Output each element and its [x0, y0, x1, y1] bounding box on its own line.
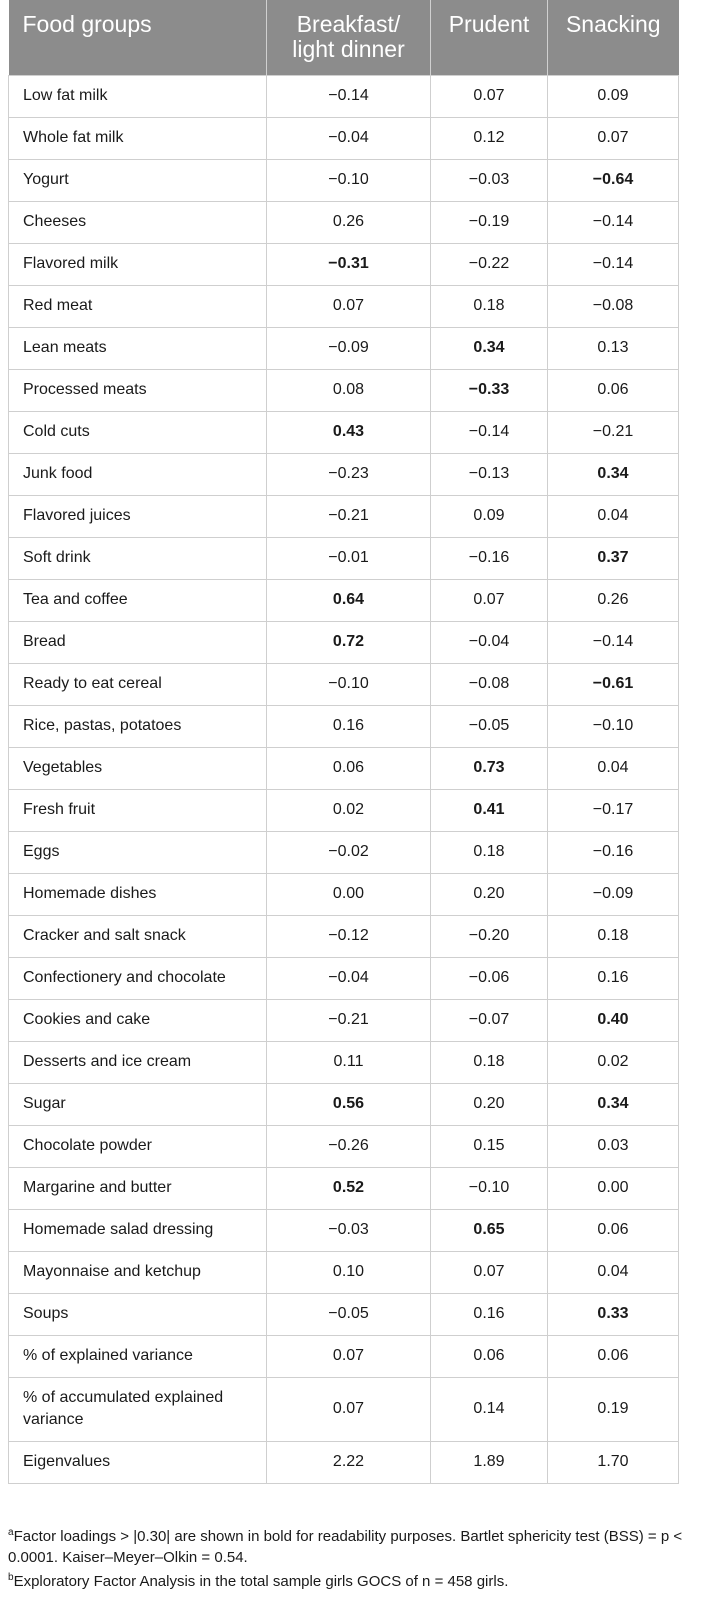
cell-value: −0.14 [431, 411, 548, 453]
cell-value: −0.12 [267, 915, 431, 957]
table-row [9, 537, 679, 579]
cell-value: −0.10 [548, 705, 679, 747]
table-row [9, 789, 679, 831]
table-footnotes [8, 1526, 688, 1595]
cell-value: 0.10 [267, 1251, 431, 1293]
cell-value: 0.16 [267, 705, 431, 747]
table-row [9, 747, 679, 789]
cell-value: −0.04 [267, 957, 431, 999]
row-label: Cheeses [9, 201, 267, 243]
row-label: Vegetables [9, 747, 267, 789]
cell-value: 0.14 [431, 1377, 548, 1441]
cell-value: 0.72 [267, 621, 431, 663]
cell-value: 0.20 [431, 1083, 548, 1125]
cell-value: −0.05 [431, 705, 548, 747]
table-header [9, 0, 679, 75]
cell-value: 0.07 [267, 285, 431, 327]
cell-value: −0.23 [267, 453, 431, 495]
row-label: Eggs [9, 831, 267, 873]
cell-value: −0.17 [548, 789, 679, 831]
cell-value: 0.16 [431, 1293, 548, 1335]
cell-value: 0.16 [548, 957, 679, 999]
row-label: Mayonnaise and ketchup [9, 1251, 267, 1293]
row-label: Red meat [9, 285, 267, 327]
header-row [9, 0, 679, 75]
cell-value: −0.07 [431, 999, 548, 1041]
table-row [9, 495, 679, 537]
cell-value: −0.01 [267, 537, 431, 579]
table-row [9, 453, 679, 495]
table-row [9, 1377, 679, 1441]
cell-value: 0.34 [548, 1083, 679, 1125]
row-label: Flavored milk [9, 243, 267, 285]
footnote [8, 1526, 688, 1568]
cell-value: −0.09 [267, 327, 431, 369]
header-breakfast-light-dinner: Breakfast/ light dinner [267, 0, 431, 75]
cell-value: −0.13 [431, 453, 548, 495]
row-label: Confectionery and chocolate [9, 957, 267, 999]
header-food-groups: Food groups [9, 0, 267, 75]
table-row [9, 327, 679, 369]
cell-value: 0.07 [267, 1335, 431, 1377]
table-row [9, 1335, 679, 1377]
cell-value: 0.00 [267, 873, 431, 915]
row-label: Lean meats [9, 327, 267, 369]
cell-value: 1.70 [548, 1441, 679, 1483]
cell-value: 0.06 [431, 1335, 548, 1377]
row-label: Cracker and salt snack [9, 915, 267, 957]
row-label: Eigenvalues [9, 1441, 267, 1483]
footnote-marker: a [8, 1527, 14, 1538]
cell-value: −0.08 [431, 663, 548, 705]
cell-value: 2.22 [267, 1441, 431, 1483]
cell-value: −0.21 [548, 411, 679, 453]
row-label: % of explained variance [9, 1335, 267, 1377]
row-label: Chocolate powder [9, 1125, 267, 1167]
table-row [9, 1293, 679, 1335]
cell-value: 0.18 [548, 915, 679, 957]
row-label: Low fat milk [9, 75, 267, 117]
cell-value: −0.21 [267, 495, 431, 537]
cell-value: 0.64 [267, 579, 431, 621]
footnote-marker: b [8, 1572, 14, 1583]
cell-value: 0.02 [548, 1041, 679, 1083]
cell-value: 0.65 [431, 1209, 548, 1251]
cell-value: −0.61 [548, 663, 679, 705]
row-label: Soft drink [9, 537, 267, 579]
table-row [9, 117, 679, 159]
table-row [9, 579, 679, 621]
cell-value: −0.14 [548, 621, 679, 663]
cell-value: 0.07 [267, 1377, 431, 1441]
cell-value: −0.26 [267, 1125, 431, 1167]
cell-value: −0.14 [267, 75, 431, 117]
cell-value: 0.56 [267, 1083, 431, 1125]
footnote [8, 1571, 688, 1592]
row-label: Margarine and butter [9, 1167, 267, 1209]
cell-value: −0.64 [548, 159, 679, 201]
cell-value: 0.06 [548, 369, 679, 411]
table-row [9, 201, 679, 243]
cell-value: 0.43 [267, 411, 431, 453]
cell-value: 0.52 [267, 1167, 431, 1209]
cell-value: −0.10 [267, 663, 431, 705]
cell-value: 0.04 [548, 747, 679, 789]
cell-value: 1.89 [431, 1441, 548, 1483]
cell-value: −0.08 [548, 285, 679, 327]
row-label: Cold cuts [9, 411, 267, 453]
cell-value: 0.07 [431, 579, 548, 621]
cell-value: −0.14 [548, 243, 679, 285]
row-label: Processed meats [9, 369, 267, 411]
cell-value: −0.03 [431, 159, 548, 201]
table-row [9, 1251, 679, 1293]
row-label: Fresh fruit [9, 789, 267, 831]
cell-value: 0.03 [548, 1125, 679, 1167]
table-row [9, 663, 679, 705]
row-label: Sugar [9, 1083, 267, 1125]
cell-value: −0.09 [548, 873, 679, 915]
cell-value: 0.11 [267, 1041, 431, 1083]
table-row [9, 1125, 679, 1167]
cell-value: 0.18 [431, 831, 548, 873]
cell-value: 0.18 [431, 1041, 548, 1083]
cell-value: 0.13 [548, 327, 679, 369]
cell-value: −0.16 [548, 831, 679, 873]
cell-value: −0.06 [431, 957, 548, 999]
table-body [9, 75, 679, 1483]
cell-value: −0.05 [267, 1293, 431, 1335]
table-row [9, 957, 679, 999]
cell-value: 0.26 [267, 201, 431, 243]
cell-value: 0.19 [548, 1377, 679, 1441]
row-label: % of accumulated explained variance [9, 1377, 267, 1441]
cell-value: 0.33 [548, 1293, 679, 1335]
cell-value: 0.09 [548, 75, 679, 117]
row-label: Homemade dishes [9, 873, 267, 915]
row-label: Homemade salad dressing [9, 1209, 267, 1251]
cell-value: 0.34 [431, 327, 548, 369]
row-label: Cookies and cake [9, 999, 267, 1041]
cell-value: 0.06 [267, 747, 431, 789]
row-label: Yogurt [9, 159, 267, 201]
cell-value: 0.37 [548, 537, 679, 579]
table-row [9, 1083, 679, 1125]
row-label: Rice, pastas, potatoes [9, 705, 267, 747]
factor-loadings-table [8, 0, 679, 1484]
table-row [9, 1041, 679, 1083]
row-label: Flavored juices [9, 495, 267, 537]
header-snacking: Snacking [548, 0, 679, 75]
table-row [9, 369, 679, 411]
table-row [9, 75, 679, 117]
cell-value: 0.04 [548, 495, 679, 537]
cell-value: 0.07 [548, 117, 679, 159]
table-row [9, 243, 679, 285]
cell-value: 0.08 [267, 369, 431, 411]
cell-value: 0.12 [431, 117, 548, 159]
cell-value: 0.15 [431, 1125, 548, 1167]
cell-value: −0.04 [431, 621, 548, 663]
cell-value: −0.04 [267, 117, 431, 159]
cell-value: −0.10 [267, 159, 431, 201]
cell-value: 0.26 [548, 579, 679, 621]
table-row [9, 1441, 679, 1483]
cell-value: 0.18 [431, 285, 548, 327]
footnote-text: Factor loadings > |0.30| are shown in bold for readability purposes. Bartlet sphericity test (BSS) = p < 0.0001. Kaiser–Meyer–Olkin = 0.54. [8, 1528, 683, 1566]
cell-value: 0.04 [548, 1251, 679, 1293]
table-row [9, 705, 679, 747]
cell-value: −0.03 [267, 1209, 431, 1251]
row-label: Whole fat milk [9, 117, 267, 159]
cell-value: 0.06 [548, 1335, 679, 1377]
row-label: Soups [9, 1293, 267, 1335]
cell-value: 0.02 [267, 789, 431, 831]
cell-value: −0.21 [267, 999, 431, 1041]
table-row [9, 285, 679, 327]
cell-value: −0.19 [431, 201, 548, 243]
table-row [9, 1209, 679, 1251]
cell-value: 0.73 [431, 747, 548, 789]
cell-value: 0.41 [431, 789, 548, 831]
table-row [9, 411, 679, 453]
cell-value: 0.06 [548, 1209, 679, 1251]
row-label: Junk food [9, 453, 267, 495]
table-row [9, 915, 679, 957]
cell-value: 0.07 [431, 75, 548, 117]
cell-value: 0.34 [548, 453, 679, 495]
table-row [9, 159, 679, 201]
cell-value: 0.00 [548, 1167, 679, 1209]
cell-value: −0.20 [431, 915, 548, 957]
cell-value: −0.22 [431, 243, 548, 285]
cell-value: −0.14 [548, 201, 679, 243]
row-label: Ready to eat cereal [9, 663, 267, 705]
table-row [9, 873, 679, 915]
cell-value: 0.09 [431, 495, 548, 537]
footnote-text: Exploratory Factor Analysis in the total sample girls GOCS of n = 458 girls. [13, 1573, 509, 1590]
row-label: Tea and coffee [9, 579, 267, 621]
row-label: Bread [9, 621, 267, 663]
cell-value: −0.10 [431, 1167, 548, 1209]
table-row [9, 999, 679, 1041]
row-label: Desserts and ice cream [9, 1041, 267, 1083]
cell-value: 0.40 [548, 999, 679, 1041]
table-row [9, 1167, 679, 1209]
table-row [9, 831, 679, 873]
header-prudent: Prudent [431, 0, 548, 75]
table-row [9, 621, 679, 663]
cell-value: −0.02 [267, 831, 431, 873]
cell-value: −0.33 [431, 369, 548, 411]
cell-value: −0.16 [431, 537, 548, 579]
cell-value: 0.07 [431, 1251, 548, 1293]
cell-value: 0.20 [431, 873, 548, 915]
cell-value: −0.31 [267, 243, 431, 285]
